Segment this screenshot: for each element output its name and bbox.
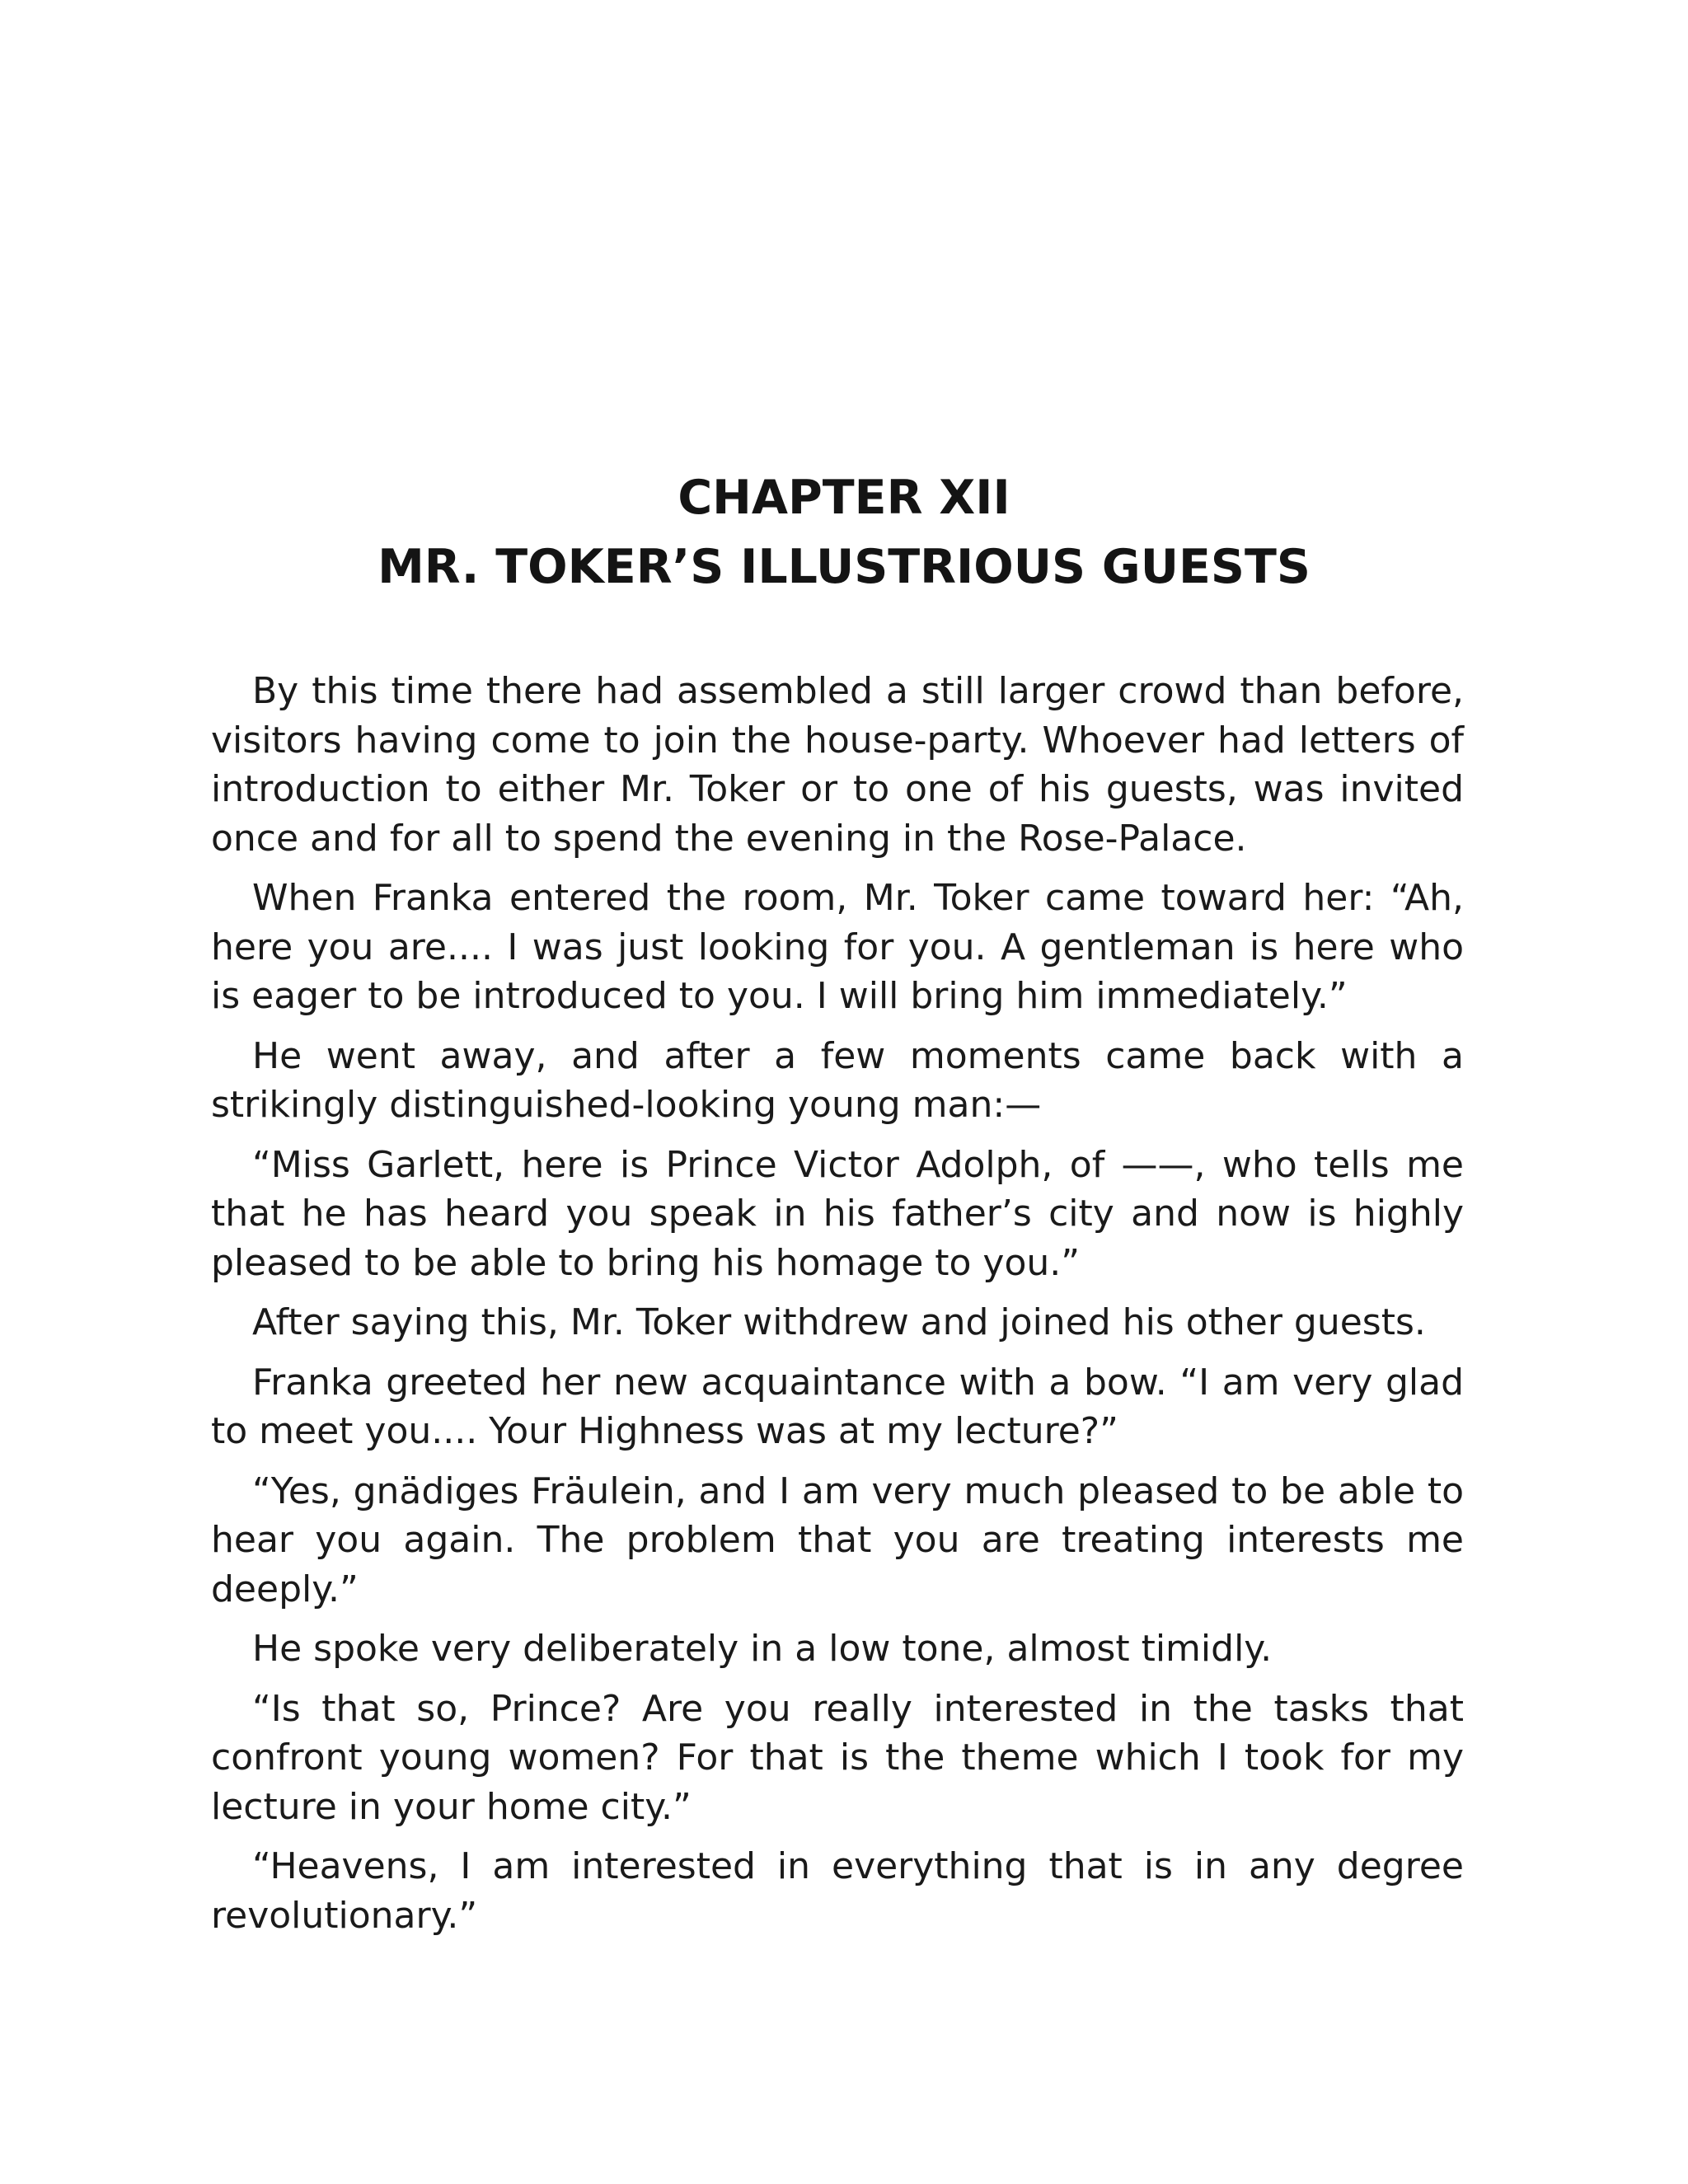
paragraph: He went away, and after a few moments came back with a strikingly distinguished-looking young man:—: [211, 1034, 1464, 1126]
paragraph: He spoke very deliberately in a low tone, almost timidly.: [252, 1628, 1273, 1670]
paragraph: “Is that so, Prince? Are you really interested in the tasks that confront young women? For that is the theme which I took for my lecture in your home city.”: [211, 1687, 1464, 1828]
paragraph: “Heavens, I am interested in everything that is in any degree revolutionary.”: [211, 1845, 1464, 1937]
paragraph: “Yes, gnädiges Fräulein, and I am very much pleased to be able to hear you again. The problem that you are treating interests me deeply.”: [211, 1469, 1464, 1610]
chapter-heading: [0, 463, 1688, 602]
chapter-title: MR. TOKER’S ILLUSTRIOUS GUESTS: [377, 540, 1311, 594]
chapter-body: [211, 667, 1464, 1951]
paragraph: Franka greeted her new acquaintance with a bow. “I am very glad to meet you.... Your Highness was at my lecture?”: [211, 1361, 1464, 1452]
paragraph: “Miss Garlett, here is Prince Victor Adolph, of ——, who tells me that he has heard you speak in his father’s city and now is highly pleased to be able to bring his homage to you.”: [211, 1143, 1464, 1284]
paragraph: After saying this, Mr. Toker withdrew and joined his other guests.: [252, 1301, 1426, 1343]
paragraph: By this time there had assembled a still larger crowd than before, visitors having come to join the house-party. Whoever had letters of introduction to either Mr. Toker or to one of his guests, was invited once and for all to spend the evening in the Rose-Palace.: [211, 670, 1464, 860]
paragraph: When Franka entered the room, Mr. Toker came toward her: “Ah, here you are.... I was just looking for you. A gentleman is here who is eager to be introduced to you. I will bring him immediately.”: [211, 877, 1464, 1017]
chapter-number: CHAPTER XII: [678, 471, 1010, 525]
